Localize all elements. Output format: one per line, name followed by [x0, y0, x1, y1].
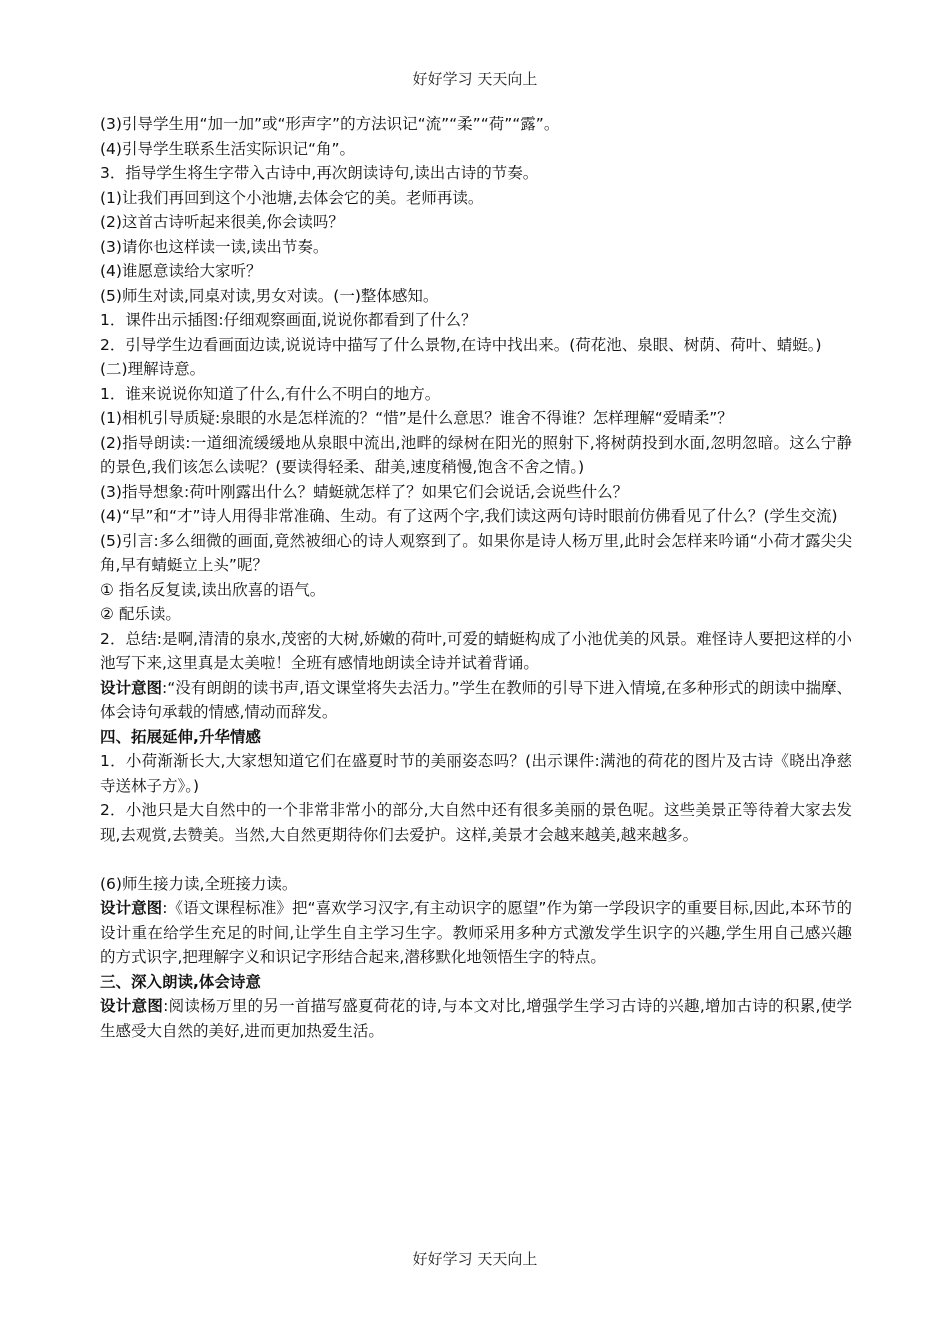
- paragraph: [100, 798, 852, 847]
- paragraph-text: (4)“早”和“才”诗人用得非常准确、生动。有了这两个字,我们读这两句诗时眼前仿佛看见了什么？(学生交流): [100, 507, 838, 525]
- paragraph: [100, 284, 852, 309]
- page-header: 好好学习 天天向上: [412, 70, 538, 88]
- paragraph: [100, 627, 852, 676]
- bold-lead: 设计意图: [100, 899, 163, 917]
- paragraph: [100, 333, 852, 358]
- paragraph-text: (1)相机引导质疑:泉眼的水是怎样流的？“惜”是什么意思？谁舍不得谁？怎样理解“爱晴柔”？: [100, 409, 733, 427]
- document-body: [100, 112, 852, 1043]
- paragraph: [100, 186, 852, 211]
- bold-lead: 设计意图: [100, 678, 163, 697]
- paragraph-text: (4)谁愿意读给大家听？: [100, 262, 262, 280]
- paragraph: [100, 504, 852, 529]
- paragraph-text: (1)让我们再回到这个小池塘,去体会它的美。老师再读。: [100, 188, 484, 207]
- paragraph: [100, 406, 852, 431]
- paragraph-text: (二)理解诗意。: [100, 360, 206, 378]
- bold-lead: 设计意图: [100, 997, 164, 1015]
- paragraph-text: (5)师生对读,同桌对读,男女对读。(一)整体感知。: [100, 286, 439, 305]
- paragraph: [100, 970, 852, 995]
- paragraph-text: 1．谁来说说你知道了什么,有什么不明白的地方。: [100, 384, 441, 403]
- paragraph: [100, 210, 852, 235]
- paragraph: [100, 578, 852, 603]
- paragraph-text: 2．总结:是啊,清清的泉水,茂密的大树,娇嫩的荷叶,可爱的蜻蜓构成了小池优美的风景。难怪诗人要把这样的小池写下来,这里真是太美啦！全班有感情地朗读全诗并试着背诵。: [100, 629, 852, 672]
- paragraph: [100, 431, 852, 480]
- page-footer: 好好学习 天天向上: [412, 1250, 538, 1268]
- paragraph: [100, 676, 852, 725]
- paragraph: [100, 602, 852, 627]
- paragraph: [100, 161, 852, 186]
- paragraph: [100, 896, 852, 970]
- bold-lead: 三、深入朗读,体会诗意: [100, 972, 261, 991]
- paragraph-text: :“没有朗朗的读书声,语文课堂将失去活力。”学生在教师的引导下进入情境,在多种形式的朗读中揣摩、体会诗句承载的情感,情动而辞发。: [100, 678, 852, 721]
- paragraph: [100, 749, 852, 798]
- paragraph-text: (3)指导想象:荷叶刚露出什么？蜻蜓就怎样了？如果它们会说话,会说些什么？: [100, 482, 629, 501]
- paragraph-text: ② 配乐读。: [100, 605, 181, 623]
- paragraph-text: (5)引言:多么细微的画面,竟然被细心的诗人观察到了。如果你是诗人杨万里,此时会怎样来吟诵“小荷才露尖尖角,早有蜻蜓立上头”呢？: [100, 531, 852, 574]
- paragraph-text: (4)引导学生联系生活实际识记“角”。: [100, 139, 356, 158]
- paragraph: [100, 382, 852, 407]
- paragraph-text: 2．小池只是大自然中的一个非常非常小的部分,大自然中还有很多美丽的景色呢。这些美景正等待着大家去发现,去观赏,去赞美。当然,大自然更期待你们去爱护。这样,美景才会越来越美,越来越多。: [100, 801, 852, 844]
- bold-lead: 四、拓展延伸,升华情感: [100, 727, 261, 746]
- paragraph-text: 1．课件出示插图:仔细观察画面,说说你都看到了什么？: [100, 311, 477, 329]
- paragraph-text: 2．引导学生边看画面边读,说说诗中描写了什么景物,在诗中找出来。(荷花池、泉眼、树荫、荷叶、蜻蜓。): [100, 335, 822, 354]
- paragraph-text: (3)引导学生用“加一加”或“形声字”的方法识记“流”“柔”“荷”“露”。: [100, 115, 560, 133]
- paragraph: [100, 872, 852, 897]
- paragraph-text: :阅读杨万里的另一首描写盛夏荷花的诗,与本文对比,增强学生学习古诗的兴趣,增加古诗的积累,使学生感受大自然的美好,进而更加热爱生活。: [100, 997, 852, 1040]
- paragraph: [100, 994, 852, 1043]
- paragraph: [100, 725, 852, 750]
- paragraph-text: ① 指名反复读,读出欣喜的语气。: [100, 580, 326, 599]
- paragraph-text: (2)指导朗读:一道细流缓缓地从泉眼中流出,池畔的绿树在阳光的照射下,将树荫投到水面,忽明忽暗。这么宁静的景色,我们该怎么读呢？(要读得轻柔、甜美,速度稍慢,饱含不舍之情。): [100, 433, 852, 476]
- paragraph-text: 1．小荷渐渐长大,大家想知道它们在盛夏时节的美丽姿态吗？(出示课件:满池的荷花的图片及古诗《晓出净慈寺送林子方》。): [100, 752, 852, 795]
- paragraph: [100, 259, 852, 284]
- paragraph: [100, 308, 852, 333]
- paragraph-text: :《语文课程标准》把“喜欢学习汉字,有主动识字的愿望”作为第一学段识字的重要目标,因此,本环节的设计重在给学生充足的时间,让学生自主学习生字。教师采用多种方式激发学生识字的兴趣,学生用自己感兴趣的方式识字,把理解字义和识记字形结合起来,潜移默化地领悟生字的特点。: [100, 899, 852, 966]
- paragraph: [100, 480, 852, 505]
- paragraph-text: (2)这首古诗听起来很美,你会读吗？: [100, 213, 344, 231]
- paragraph: [100, 235, 852, 260]
- paragraph: [100, 137, 852, 162]
- paragraph: [100, 529, 852, 578]
- paragraph-text: 3．指导学生将生字带入古诗中,再次朗读诗句,读出古诗的节奏。: [100, 164, 539, 182]
- paragraph: [100, 112, 852, 137]
- blank-line: [100, 847, 852, 872]
- paragraph-text: (3)请你也这样读一读,读出节奏。: [100, 237, 329, 256]
- paragraph: [100, 357, 852, 382]
- paragraph-text: (6)师生接力读,全班接力读。: [100, 874, 298, 893]
